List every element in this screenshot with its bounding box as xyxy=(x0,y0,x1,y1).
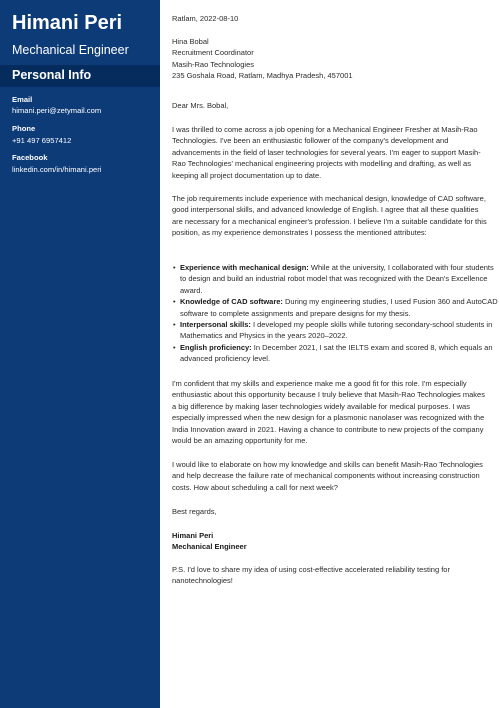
phone-label: Phone xyxy=(12,124,36,133)
bullet-text: While at the university, I collaborated with four students to design and build an industrial robot model that was recognized with the Dean's Excellence award. xyxy=(180,263,494,295)
greeting: Dear Mrs. Bobal, xyxy=(172,101,229,110)
list-item xyxy=(180,342,498,365)
requirements-list xyxy=(172,262,498,365)
applicant-title: Mechanical Engineer xyxy=(12,43,129,57)
paragraph-2: The job requirements include experience with mechanical design, knowledge of CAD software, good interpersonal skills, and advanced knowledge of English. I agree that all these qualities are necessary for a mechanical engineer's profession. I believe I'm a suitable candidate for this position, as my experience demonstrates I possess the mentioned attributes: xyxy=(172,194,487,238)
paragraph-4: I would like to elaborate on how my knowledge and skills can benefit Masih-Rao Technologies and help decrease the failure rate of mechanical components without increasing construction costs. How about scheduling a call for next week? xyxy=(172,460,483,492)
recipient-name: Hina Bobal xyxy=(172,37,209,46)
date-line: Ratlam, 2022-08-10 xyxy=(172,14,239,23)
recipient-address: 235 Goshala Road, Ratlam, Madhya Pradesh, 457001 xyxy=(172,71,353,81)
recipient-title: Recruitment Coordinator xyxy=(172,48,254,58)
list-item xyxy=(180,319,498,342)
facebook-label: Facebook xyxy=(12,153,48,162)
recipient-block xyxy=(172,36,353,82)
signature-name: Himani Peri xyxy=(172,531,214,540)
bullet-text: I developed my people skills while tutoring secondary-school students in Mathematics and Physics in the years 2020–2022. xyxy=(180,320,493,341)
bullet-text: In December 2021, I sat the IELTS exam and scored 8, which equals an advanced proficiency level. xyxy=(180,342,493,364)
email-value[interactable]: himani.peri@zetymail.com xyxy=(12,106,102,115)
section-band xyxy=(0,65,160,87)
paragraph-1: I was thrilled to come across a job opening for a Mechanical Engineer Fresher at Masih-Rao Technologies. I've been an enthusiastic follower of the company's development and advancements in the field of laser technologies for several years. I'm eager to support Masih-Rao Technologies' mechanical engineering projects with modelling and drafting, as well as keeping all project documentation up to date. xyxy=(172,125,481,180)
signature-title: Mechanical Engineer xyxy=(172,542,247,552)
email-label: Email xyxy=(12,95,33,104)
sidebar xyxy=(0,0,160,708)
bullet-heading: Experience with mechanical design: xyxy=(180,263,309,272)
phone-value[interactable]: +91 497 6957412 xyxy=(12,136,72,145)
section-heading: Personal Info xyxy=(12,68,92,82)
facebook-value[interactable]: linkedin.com/in/himani.peri xyxy=(12,165,102,174)
bullet-heading: Interpersonal skills: xyxy=(180,320,251,330)
applicant-name: Himani Peri xyxy=(12,12,123,34)
bullet-heading: English proficiency: xyxy=(180,342,252,352)
list-item xyxy=(180,262,498,296)
paragraph-3: I'm confident that my skills and experience make me a good fit for this role. I'm especially enthusiastic about this opportunity because I truly believe that Masih-Rao Technologies makes a big difference by making laser technologies widely available for medical purposes. I was especially impressed when the new design for a plasmonic nanolaser was recognized with the India Innovation award in 2021. Having a chance to contribute to new projects of the company would be an amazing opportunity for me. xyxy=(172,379,485,446)
recipient-company: Masih-Rao Technologies xyxy=(172,59,254,69)
closing: Best regards, xyxy=(172,507,217,516)
bullet-heading: Knowledge of CAD software: xyxy=(180,297,283,307)
signature xyxy=(172,530,490,553)
bullet-text: During my engineering studies, I used Fusion 360 and AutoCAD software to complete assignments and prepare designs for my thesis. xyxy=(180,297,498,318)
list-item xyxy=(180,296,498,319)
postscript: P.S. I'd love to share my idea of using cost-effective accelerated reliability testing for nanotechnologies! xyxy=(172,565,450,586)
